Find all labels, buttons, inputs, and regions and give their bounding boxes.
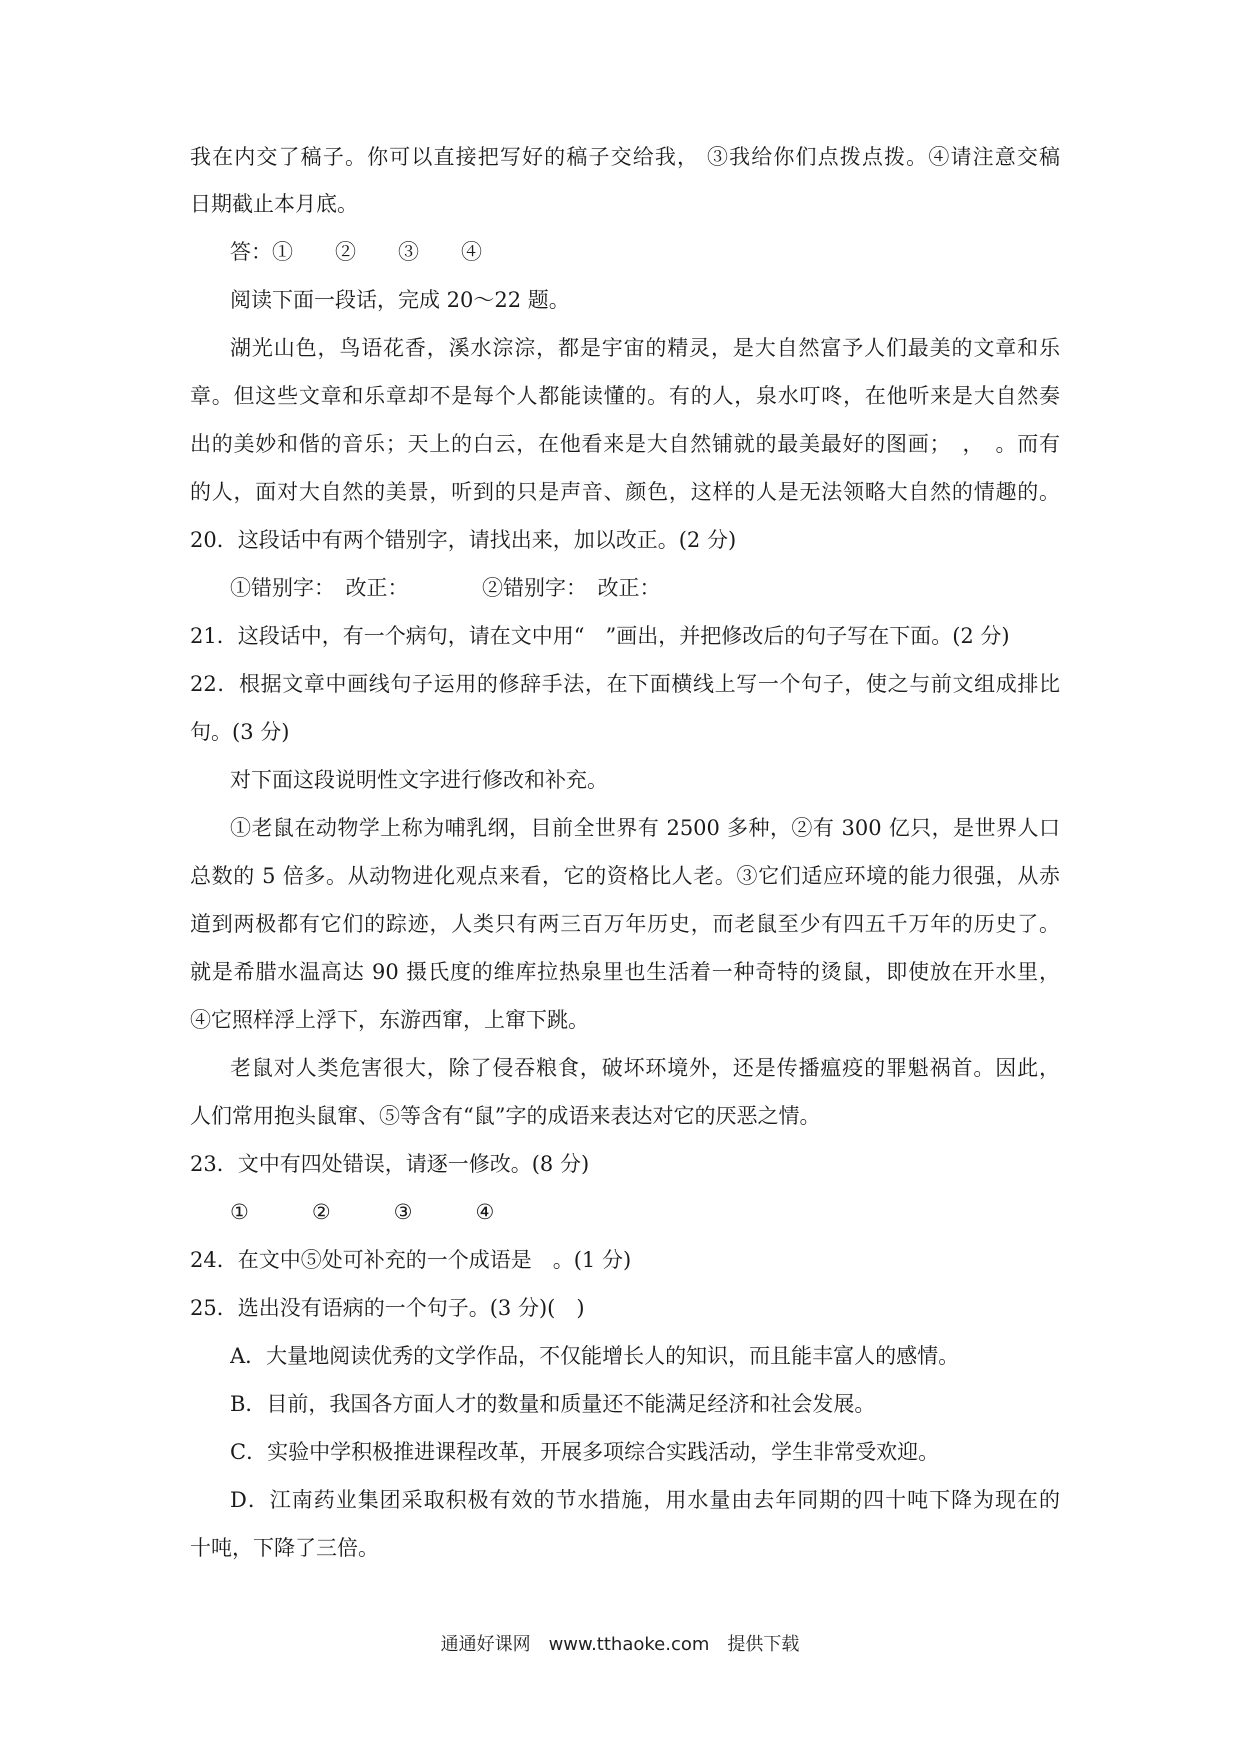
instruction-line: 阅读下面一段话，完成 20～22 题。 — [230, 288, 570, 312]
question-24: 24．在文中⑤处可补充的一个成语是 。(1 分) — [190, 1248, 632, 1272]
text-line: 日期截止本月底。 — [190, 192, 358, 216]
passage-line: 的人，面对大自然的美景，听到的只是声音、颜色，这样的人是无法领略大自然的情趣的。 — [190, 480, 1060, 504]
passage-line: 总数的 5 倍多。从动物进化观点来看，它的资格比人老。③它们适应环境的能力很强，从赤 — [190, 864, 1060, 888]
option-d-cont: 十吨，下降了三倍。 — [190, 1536, 379, 1560]
passage-line: 道到两极都有它们的踪迹，人类只有两三百万年历史，而老鼠至少有四五千万年的历史了。 — [190, 912, 1060, 936]
passage-line: 老鼠对人类危害很大，除了侵吞粮食，破坏环境外，还是传播瘟疫的罪魁祸首。因此， — [230, 1056, 1060, 1080]
option-a: A．大量地阅读优秀的文学作品，不仅能增长人的知识，而且能丰富人的感情。 — [230, 1344, 960, 1368]
passage-line: 湖光山色，鸟语花香，溪水淙淙，都是宇宙的精灵，是大自然富予人们最美的文章和乐 — [230, 336, 1060, 360]
option-b: B．目前，我国各方面人才的数量和质量还不能满足经济和社会发展。 — [230, 1392, 876, 1416]
instruction-line: 对下面这段说明性文字进行修改和补充。 — [230, 768, 608, 792]
answer-line: ①错别字： 改正： ②错别字： 改正： — [230, 576, 661, 600]
passage-line: ①老鼠在动物学上称为哺乳纲，目前全世界有 2500 多种，②有 300 亿只，是世界人口 — [230, 816, 1060, 840]
page-footer: 通通好课网 www.tthaoke.com 提供下载 — [440, 1634, 800, 1655]
text-line: 我在内交了稿子。你可以直接把写好的稿子交给我， ③我给你们点拨点拨。④请注意交稿 — [190, 145, 1060, 169]
passage-line: 人们常用抱头鼠窜、⑤等含有“鼠”字的成语来表达对它的厌恶之情。 — [190, 1104, 821, 1128]
question-20: 20．这段话中有两个错别字，请找出来，加以改正。(2 分) — [190, 528, 737, 552]
question-22: 22．根据文章中画线句子运用的修辞手法，在下面横线上写一个句子，使之与前文组成排比 — [190, 672, 1060, 696]
answer-line: ① ② ③ ④ — [230, 1200, 495, 1224]
question-21: 21．这段话中，有一个病句，请在文中用“ ”画出，并把修改后的句子写在下面。(2 分) — [190, 624, 1010, 648]
question-22-cont: 句。(3 分) — [190, 720, 290, 744]
option-d: D．江南药业集团采取积极有效的节水措施，用水量由去年同期的四十吨下降为现在的 — [230, 1488, 1060, 1512]
option-c: C．实验中学积极推进课程改革，开展多项综合实践活动，学生非常受欢迎。 — [230, 1440, 940, 1464]
answer-line: 答：① ② ③ ④ — [230, 240, 482, 264]
question-23: 23．文中有四处错误，请逐一修改。(8 分) — [190, 1152, 590, 1176]
question-25: 25．选出没有语病的一个句子。(3 分)( ) — [190, 1296, 585, 1320]
passage-line: 就是希腊水温高达 90 摄氏度的维库拉热泉里也生活着一种奇特的烫鼠，即使放在开水里， — [190, 960, 1060, 984]
passage-line: ④它照样浮上浮下，东游西窜，上窜下跳。 — [190, 1008, 589, 1032]
passage-line: 出的美妙和偕的音乐；天上的白云，在他看来是大自然铺就的最美最好的图画； ， 。而有 — [190, 432, 1060, 456]
passage-line: 章。但这些文章和乐章却不是每个人都能读懂的。有的人，泉水叮咚，在他听来是大自然奏 — [190, 384, 1060, 408]
